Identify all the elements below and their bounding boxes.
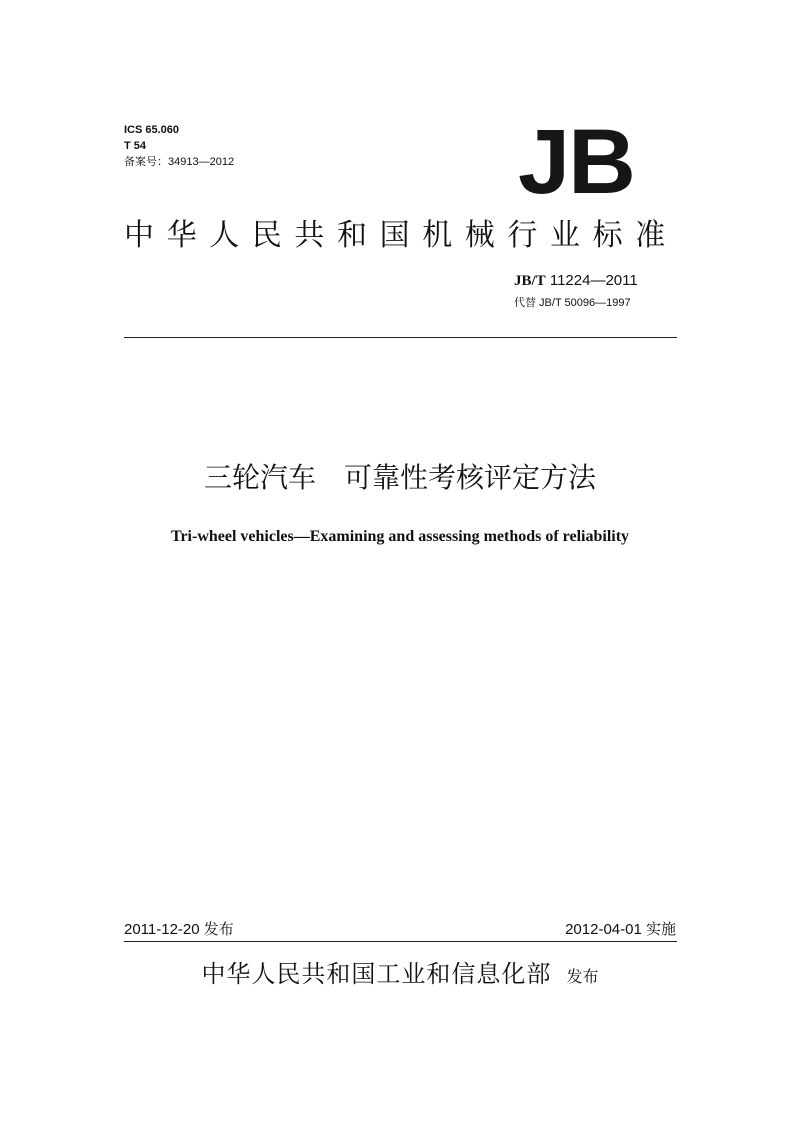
issue-date: 2011-12-20 发布 — [124, 921, 234, 938]
standard-number — [514, 272, 638, 290]
publisher-name: 中华人民共和国工业和信息化部 — [201, 960, 552, 988]
registration-number: 备案号：34913—2012 — [124, 156, 235, 168]
title-english: Tri-wheel vehicles—Examining and assessing methods of reliability — [170, 528, 630, 545]
bottom-divider — [124, 941, 677, 942]
standard-type-heading: 中华人民共和国机械行业标准 — [124, 218, 678, 253]
title-chinese: 三轮汽车 可靠性考核评定方法 — [203, 461, 596, 494]
standard-number-prefix: JB/T — [514, 273, 546, 289]
jb-logo: JB — [518, 111, 634, 213]
replaces-note: 代替 JB/T 50096—1997 — [514, 297, 631, 309]
category-code: T 54 — [124, 140, 147, 152]
publisher-suffix: 发布 — [566, 967, 599, 986]
implementation-date: 2012-04-01 实施 — [565, 921, 676, 938]
classification-block — [124, 122, 234, 170]
publisher-line — [0, 958, 800, 993]
ics-code: ICS 65.060 — [124, 124, 180, 136]
standard-number-value: 11224—2011 — [549, 272, 638, 289]
top-divider — [124, 337, 677, 338]
